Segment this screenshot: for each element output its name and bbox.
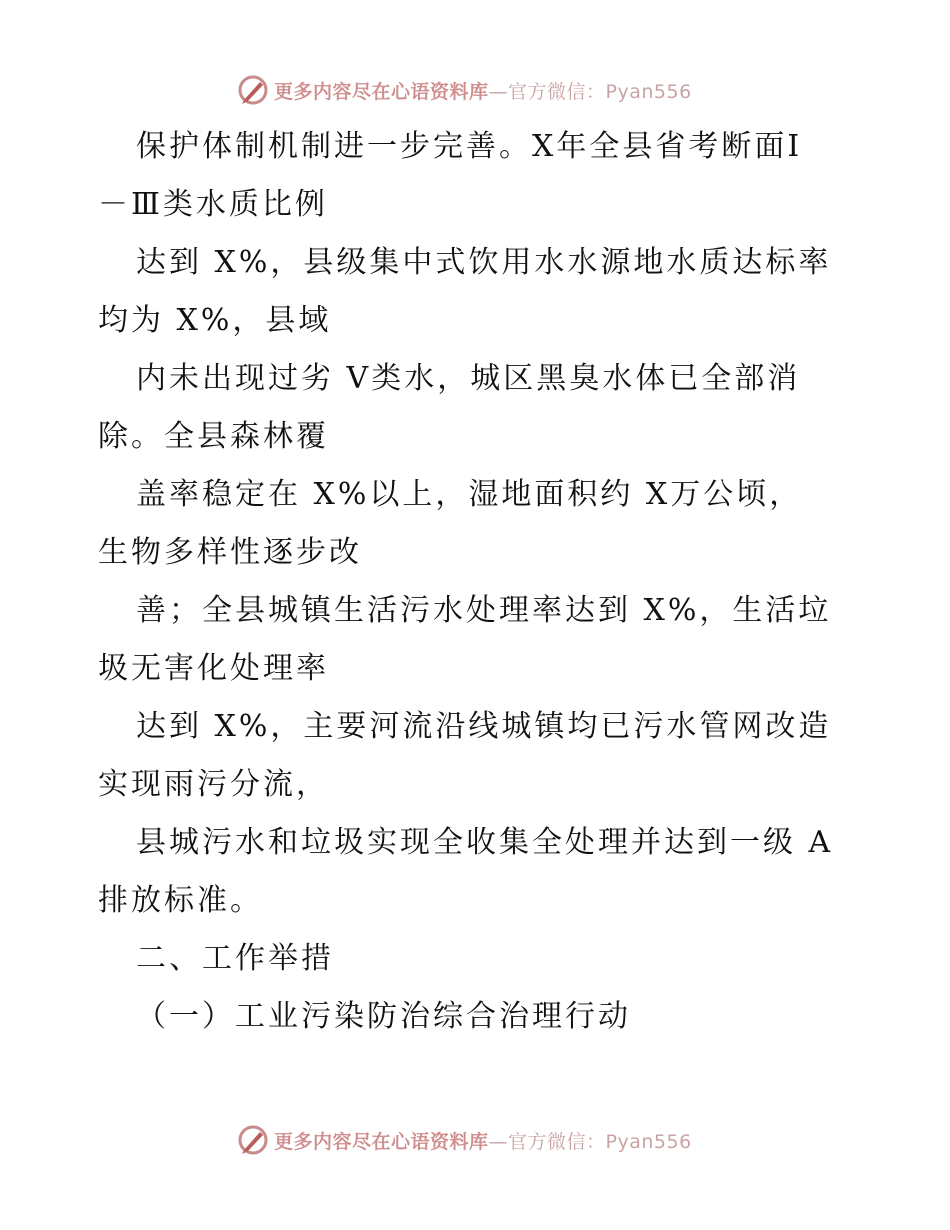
watermark-text <box>274 77 692 104</box>
text-line: 盖率稳定在 X%以上，湿地面积约 X万公顷， <box>136 477 803 512</box>
watermark-footer <box>236 1122 692 1158</box>
text-line: 二、工作举措 <box>136 941 334 976</box>
text-line: －Ⅲ类水质比例 <box>98 187 328 222</box>
text-line: 除。全县森林覆 <box>98 419 329 454</box>
pen-logo-icon <box>236 73 270 107</box>
text-line: 排放标准。 <box>98 883 263 918</box>
watermark-header <box>236 72 692 108</box>
watermark-text <box>274 1127 692 1154</box>
text-line: 内未出现过劣 V类水，城区黑臭水体已全部消 <box>136 361 801 396</box>
text-line: 达到 X%，主要河流沿线城镇均已污水管网改造 <box>136 709 832 744</box>
text-line: 圾无害化处理率 <box>98 651 329 686</box>
text-line: 保护体制机制进一步完善。X年全县省考断面Ⅰ <box>136 129 803 164</box>
text-line: 达到 X%，县级集中式饮用水水源地水质达标率 <box>136 245 832 280</box>
text-line: 县城污水和垃圾实现全收集全处理并达到一级 A <box>136 825 834 860</box>
watermark-brand: 更多内容尽在心语资料库 <box>274 80 489 103</box>
text-line: 善；全县城镇生活污水处理率达到 X%，生活垃 <box>136 593 832 628</box>
watermark-brand: 更多内容尽在心语资料库 <box>274 1130 489 1153</box>
document-body <box>98 118 858 1046</box>
watermark-contact: 官方微信：Pyan556 <box>508 1130 692 1153</box>
watermark-dash: — <box>488 80 509 103</box>
text-line: （一）工业污染防治综合治理行动 <box>136 999 631 1034</box>
text-line: 生物多样性逐步改 <box>98 535 362 570</box>
text-line: 均为 X%，县域 <box>98 303 332 338</box>
pen-logo-icon <box>236 1123 270 1157</box>
text-line: 实现雨污分流， <box>98 767 329 802</box>
watermark-dash: — <box>488 1130 509 1153</box>
watermark-contact: 官方微信：Pyan556 <box>508 80 692 103</box>
